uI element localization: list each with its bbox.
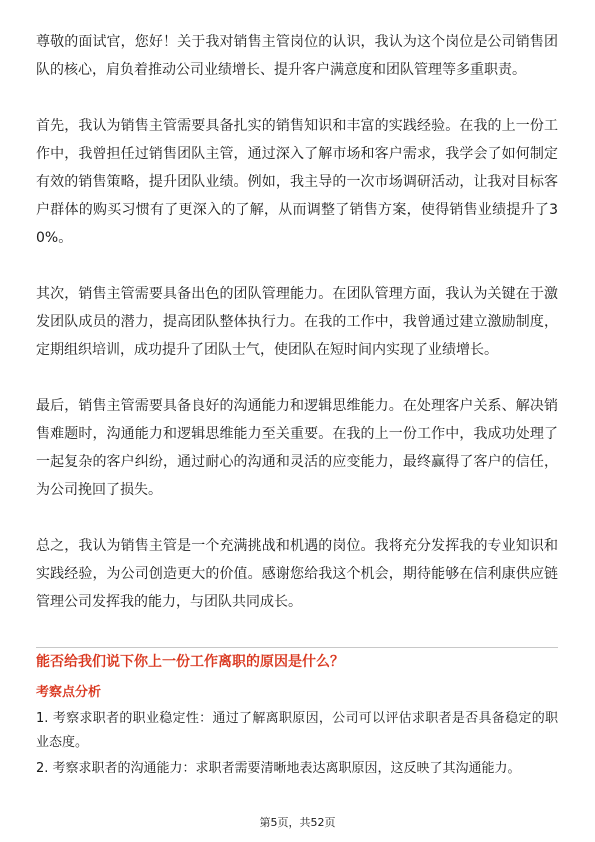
analysis-item-stability: 1. 考察求职者的职业稳定性：通过了解离职原因，公司可以评估求职者是否具备稳定的职业态度。 bbox=[36, 711, 558, 750]
section-divider bbox=[36, 647, 558, 648]
answer-paragraph-communication: 最后，销售主管需要具备良好的沟通能力和逻辑思维能力。在处理客户关系、解决销售难题时，沟通能力和逻辑思维能力至关重要。在我的上一份工作中，我成功处理了一起复杂的客户纠纷，通过耐心的沟通和灵活的应变能力，最终赢得了客户的信任，为公司挽回了损失。 bbox=[36, 398, 558, 498]
answer-paragraph-team-management: 其次，销售主管需要具备出色的团队管理能力。在团队管理方面，我认为关键在于激发团队成员的潜力，提高团队整体执行力。在我的工作中，我曾通过建立激励制度，定期组织培训，成功提升了团队士气，使团队在短时间内实现了业绩增长。 bbox=[36, 286, 558, 358]
interview-question: 能否给我们说下你上一份工作离职的原因是什么？ bbox=[36, 654, 344, 670]
page-number: 第5页，共52页 bbox=[259, 816, 336, 829]
analysis-heading: 考察点分析 bbox=[36, 685, 102, 700]
answer-paragraph-experience: 首先，我认为销售主管需要具备扎实的销售知识和丰富的实践经验。在我的上一份工作中，我曾担任过销售团队主管，通过深入了解市场和客户需求，我学会了如何制定有效的销售策略，提升团队业绩。例如，我主导的一次市场调研活动，让我对目标客户群体的购买习惯有了更深入的了解，从而调整了销售方案，使得销售业绩提升了30%。 bbox=[36, 118, 558, 246]
answer-paragraph-conclusion: 总之，我认为销售主管是一个充满挑战和机遇的岗位。我将充分发挥我的专业知识和实践经验，为公司创造更大的价值。感谢您给我这个机会，期待能够在信利康供应链管理公司发挥我的能力，与团队共同成长。 bbox=[36, 538, 558, 610]
answer-paragraph-intro: 尊敬的面试官，您好！关于我对销售主管岗位的认识，我认为这个岗位是公司销售团队的核心，肩负着推动公司业绩增长、提升客户满意度和团队管理等多重职责。 bbox=[36, 34, 558, 78]
analysis-item-communication: 2. 考察求职者的沟通能力：求职者需要清晰地表达离职原因，这反映了其沟通能力。 bbox=[36, 761, 521, 776]
analysis-list bbox=[36, 707, 558, 781]
answer-body bbox=[36, 28, 558, 616]
